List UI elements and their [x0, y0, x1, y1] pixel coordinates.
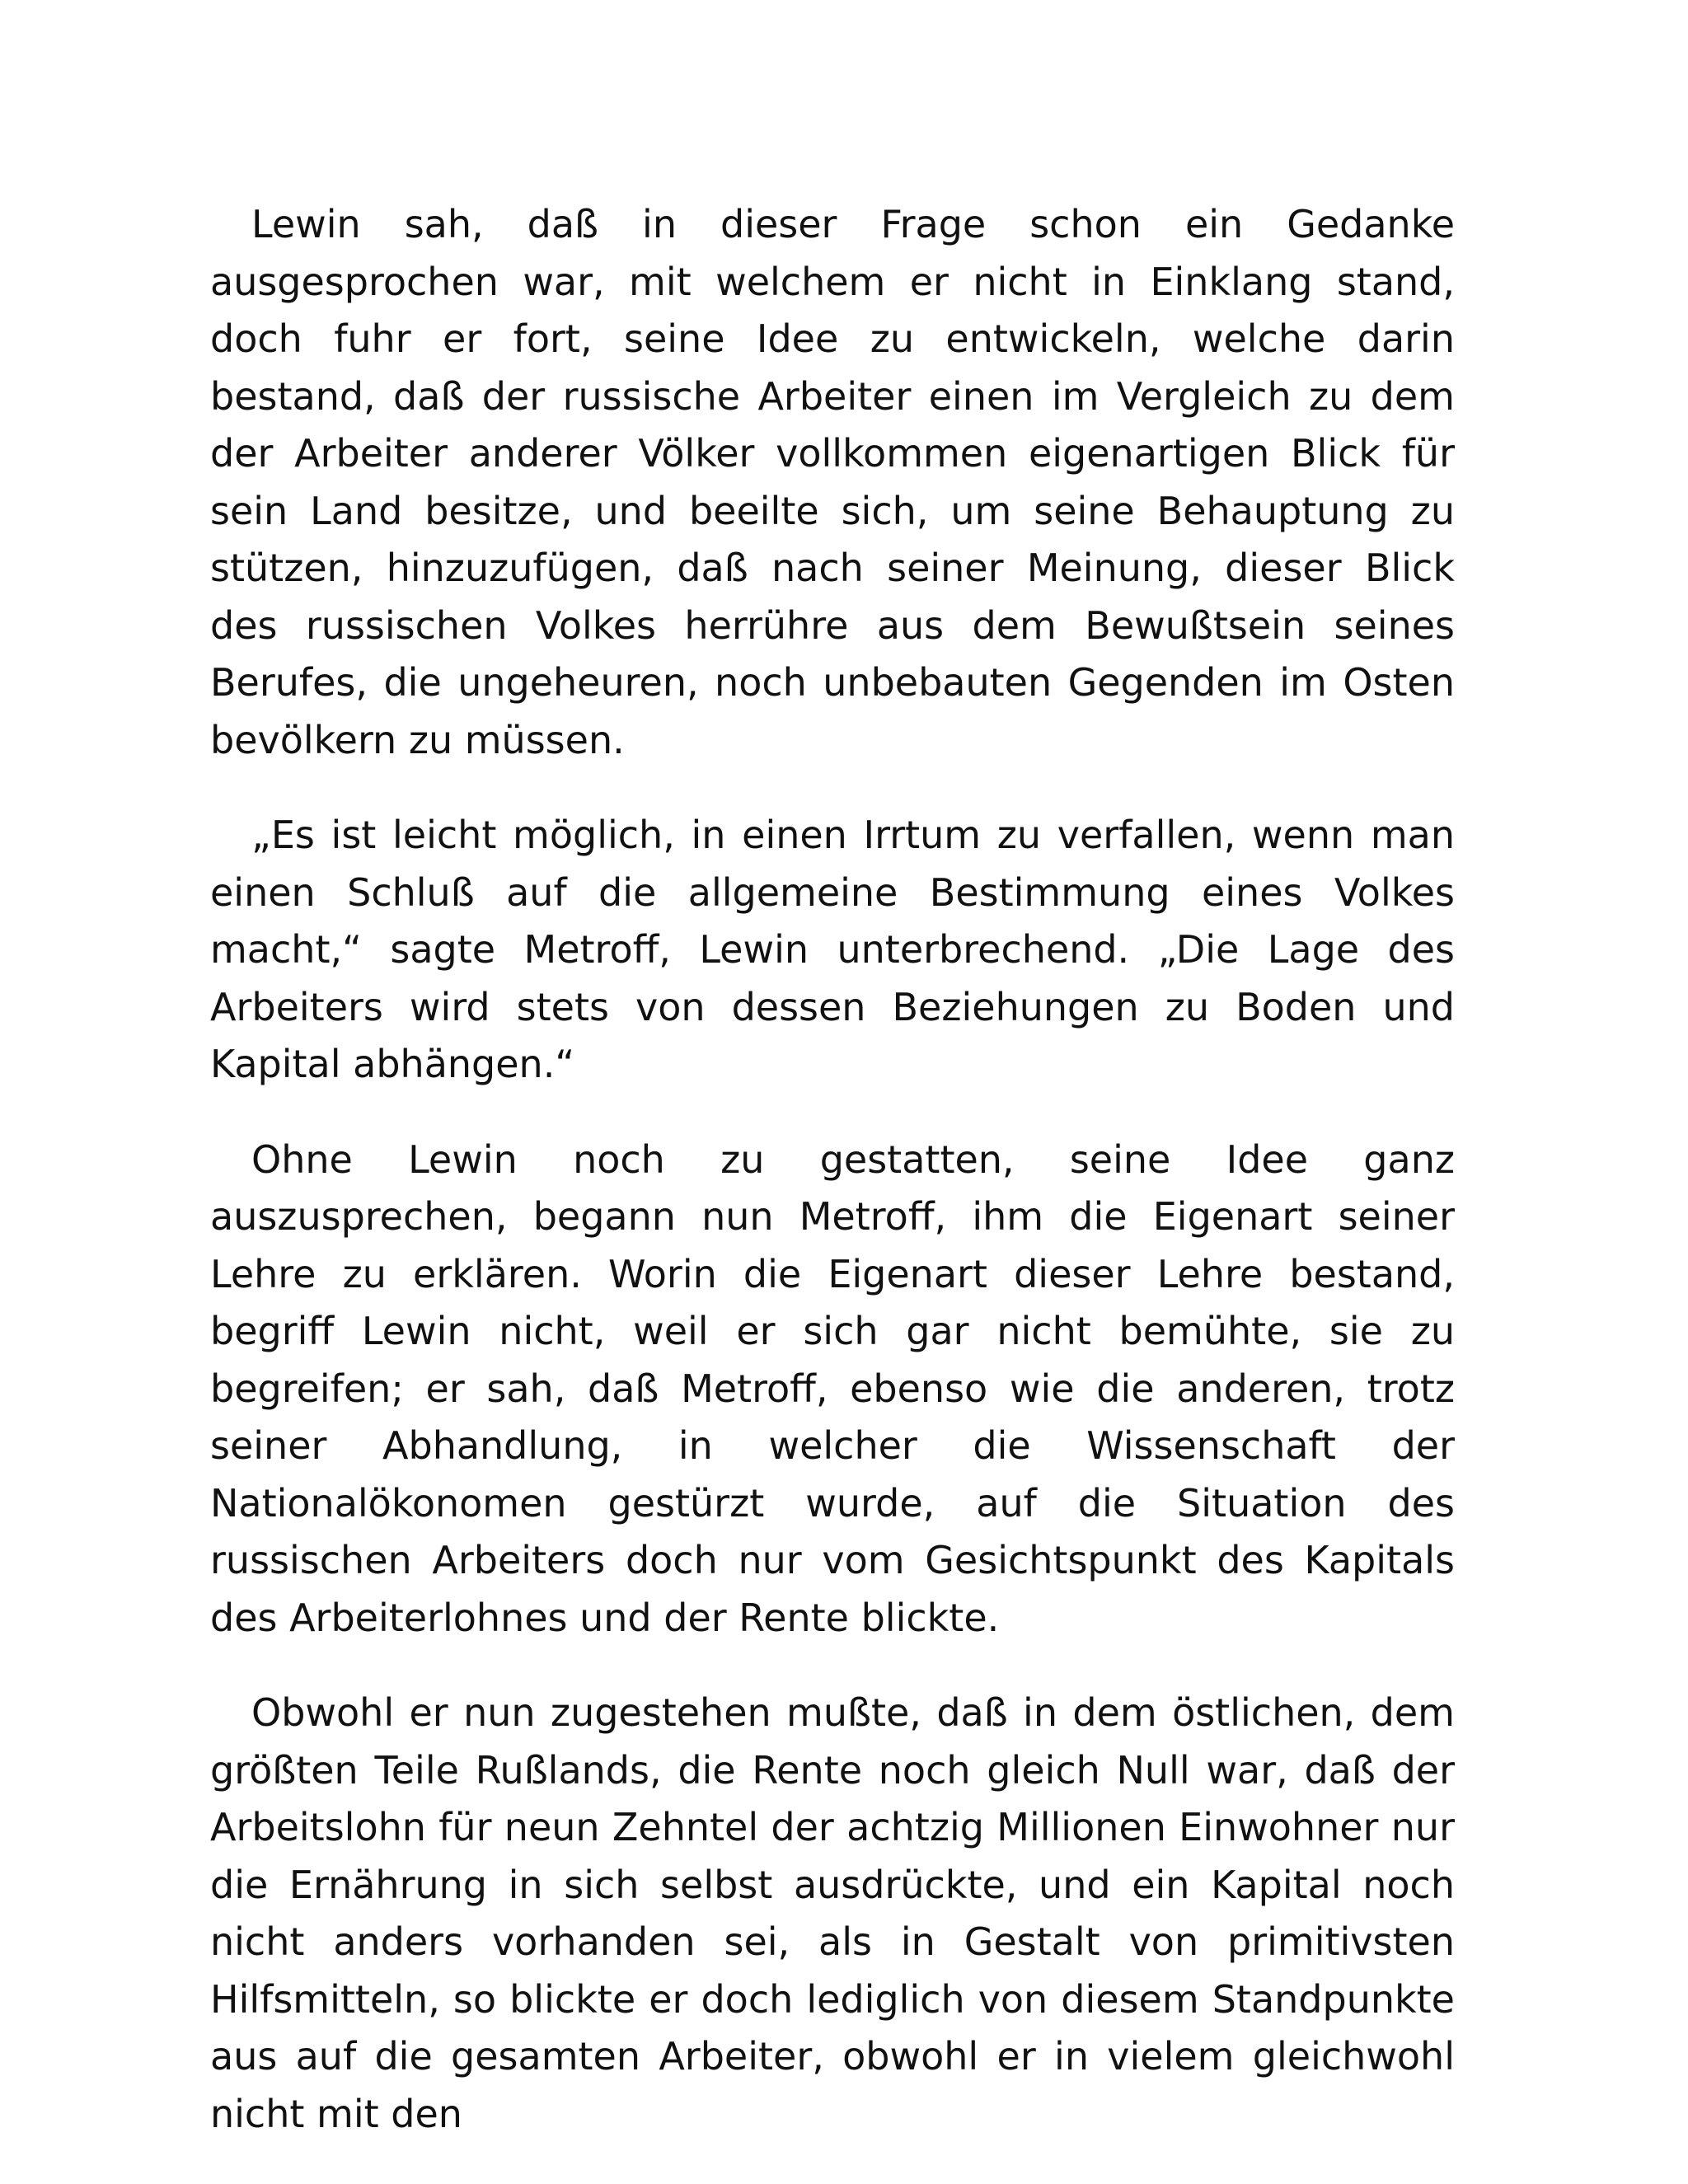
paragraph: Ohne Lewin noch zu gestatten, seine Idee ganz auszusprechen, begann nun Metroff, ihm die Eigenart seiner Lehre zu erklären. Worin die Eigenart dieser Lehre bestand, begriff Lewin nicht, weil er sich gar nicht bemühte, sie zu begreifen; er sah, daß Metroff, ebenso wie die anderen, trotz seiner Abhandlung, in welcher die Wissenschaft der Nationalökonomen gestürzt wurde, auf die Situation des russischen Arbeiters doch nur vom Gesichtspunkt des Kapitals des Arbeiterlohnes und der Rente blickte.: [210, 1137, 1455, 1640]
paragraph: „Es ist leicht möglich, in einen Irrtum zu verfallen, wenn man einen Schluß auf die allgemeine Bestimmung eines Volkes macht,“ sagte Metroff, Lewin unterbrechend. „Die Lage des Arbeiters wird stets von dessen Beziehungen zu Boden und Kapital abhängen.“: [210, 813, 1455, 1086]
body-text: [210, 196, 1455, 2181]
paragraph: Obwohl er nun zugestehen mußte, daß in dem östlichen, dem größten Teile Rußlands, die Rente noch gleich Null war, daß der Arbeitslohn für neun Zehntel der achtzig Millionen Einwohner nur die Ernährung in sich selbst ausdrückte, und ein Kapital noch nicht anders vorhanden sei, als in Gestalt von primitivsten Hilfsmitteln, so blickte er doch lediglich von diesem Standpunkte aus auf die gesamten Arbeiter, obwohl er in vielem gleichwohl nicht mit den: [210, 1690, 1455, 2136]
paragraph: Lewin sah, daß in dieser Frage schon ein Gedanke ausgesprochen war, mit welchem er nicht in Einklang stand, doch fuhr er fort, seine Idee zu entwickeln, welche darin bestand, daß der russische Arbeiter einen im Vergleich zu dem der Arbeiter anderer Völker vollkommen eigenartigen Blick für sein Land besitze, und beeilte sich, um seine Behauptung zu stützen, hinzuzufügen, daß nach seiner Meinung, dieser Blick des russischen Volkes herrühre aus dem Bewußtsein seines Berufes, die ungeheuren, noch unbebauten Gegenden im Osten bevölkern zu müssen.: [210, 202, 1455, 762]
